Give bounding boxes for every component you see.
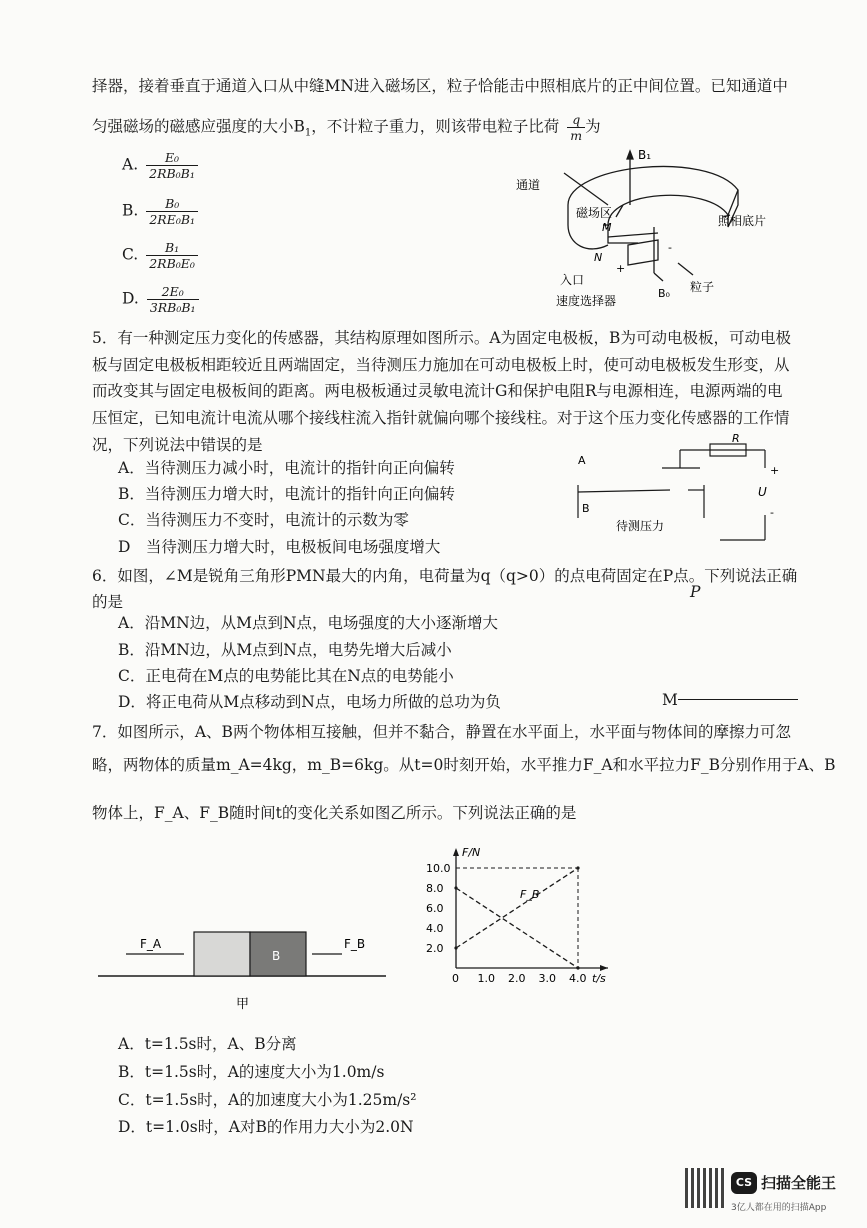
fig-blocks — [96, 920, 386, 1015]
q4-option-a — [122, 150, 198, 181]
scanner-watermark — [685, 1168, 845, 1220]
series-line-0 — [456, 888, 578, 968]
fig5-u: U — [758, 485, 767, 499]
q6-option-c: C．正电荷在M点的电势能比其在N点的电势能小 — [118, 667, 454, 685]
q6-m-label: M — [662, 691, 678, 709]
x-axis-arrow — [600, 965, 608, 971]
fig4-field-zone: 磁场区 — [576, 206, 613, 220]
block-b-label: B — [272, 949, 281, 963]
series-point — [576, 966, 579, 969]
x-tick-label: 2.0 — [508, 972, 526, 985]
q4-option-d — [122, 284, 199, 315]
app-name: 扫描全能王 — [761, 1174, 837, 1192]
fig4-entrance: 入口 — [560, 273, 585, 287]
x-tick-label: 0 — [452, 972, 459, 985]
series-point — [576, 866, 579, 869]
q4-option-label: C. — [122, 245, 139, 264]
fig-pressure-sensor — [570, 430, 790, 555]
q5-line-1: 5．有一种测定压力变化的传感器，其结构原理如图所示。A为固定电极板，B为可动电极板，可动电极 — [92, 329, 791, 347]
fig5-r: R — [732, 432, 740, 445]
fig4-n: N — [594, 251, 603, 264]
fig4-channel: 通道 — [516, 178, 541, 192]
q5-line-5: 况，下列说法中错误的是 — [92, 436, 263, 454]
fig-force-time-chart — [420, 840, 630, 988]
y-axis-label: F/N — [462, 846, 481, 859]
fig5-pressure: 待测压力 — [616, 519, 665, 533]
y-axis-arrow — [453, 848, 459, 856]
q6-mn-segment — [678, 699, 798, 700]
fig4-m: M — [602, 221, 612, 234]
intro-line-1: 择器，接着垂直于通道入口从中缝MN进入磁场区，粒子恰能击中照相底片的正中间位置。已知通道中 — [92, 77, 788, 95]
series-point — [454, 886, 457, 889]
q5-option-d: D 当待测压力增大时，电极板间电场强度增大 — [118, 538, 441, 556]
y-tick-label: 6.0 — [426, 902, 444, 915]
series-point — [454, 946, 457, 949]
y-tick-label: 2.0 — [426, 942, 444, 955]
q4-option-label: D. — [122, 289, 139, 308]
q5-option-b: B．当待测压力增大时，电流计的指针向正向偏转 — [118, 485, 455, 503]
series-line-1 — [456, 868, 578, 948]
y-tick-label: 8.0 — [426, 882, 444, 895]
y-tick-label: 4.0 — [426, 922, 444, 935]
q5-option-c: C．当待测压力不变时，电流计的示数为零 — [118, 511, 409, 529]
q7-line-3: 物体上，F_A、F_B随时间t的变化关系如图乙所示。下列说法正确的是 — [92, 804, 577, 822]
fig4-particle: 粒子 — [690, 280, 715, 294]
fb-label: F_B — [344, 937, 366, 951]
fig4-plus: + — [616, 262, 626, 275]
y-tick-label: 10.0 — [426, 862, 451, 875]
q6-option-b: B．沿MN边，从M点到N点，电势先增大后减小 — [118, 641, 452, 659]
q7-option-b: B．t=1.5s时，A的速度大小为1.0m/s — [118, 1063, 385, 1081]
series-label-fb: F_B — [520, 888, 540, 901]
q5-line-3: 而改变其与固定电极板间的距离。两电极板通过灵敏电流计G和保护电阻R与电源相连，电源两端的电 — [92, 382, 783, 400]
q4-option-label: A. — [122, 155, 139, 174]
block-a — [194, 932, 250, 976]
fig-blocks-caption: 甲 — [236, 997, 250, 1012]
q5-line-4: 压恒定，已知电流计电流从哪个接线柱流入指针就偏向哪个接线柱。对于这个压力变化传感器的工作情 — [92, 409, 790, 427]
fig4-film: 照相底片 — [718, 214, 767, 228]
q7-option-d: D．t=1.0s时，A对B的作用力大小为2.0N — [118, 1118, 414, 1136]
fig5-a: A — [578, 454, 586, 467]
fig-mass-spectrometer — [508, 145, 798, 315]
qr-code-icon — [685, 1168, 725, 1208]
q5-option-a: A．当待测压力减小时，电流计的指针向正向偏转 — [118, 459, 455, 477]
fa-label: F_A — [140, 937, 162, 951]
x-tick-label: 4.0 — [569, 972, 587, 985]
q4-option-b — [122, 196, 198, 227]
q7-line-2: 略，两物体的质量m_A=4kg，m_B=6kg。从t=0时刻开始，水平推力F_A和水平拉力F_B分别作用于A、B — [92, 756, 836, 774]
x-axis-label: t/s — [592, 972, 606, 985]
x-tick-label: 3.0 — [538, 972, 556, 985]
q7-line-1: 7．如图所示，A、B两个物体相互接触，但并不黏合，静置在水平面上，水平面与物体间的摩擦力可忽 — [92, 723, 791, 741]
q4-option-fraction: $\frac{\text{B₀}}{\text{2RE₀B₁}}$ — [146, 196, 198, 227]
q4-option-fraction: $\frac{\text{E₀}}{\text{2RB₀B₁}}$ — [146, 150, 198, 181]
fig5-b: B — [582, 502, 590, 515]
app-logo: CS — [731, 1172, 757, 1194]
intro-line-2: 匀强磁场的磁感应强度的大小$B_1$，不计粒子重力，则该带电粒子比荷 $\frac{q}{m}$ 为 — [92, 112, 601, 143]
q6-option-d: D．将正电荷从M点移动到N点，电场力所做的总功为负 — [118, 693, 501, 711]
fig4-minus: - — [668, 241, 672, 254]
q4-option-fraction: $\frac{\text{2E₀}}{\text{3RB₀B₁}}$ — [147, 284, 199, 315]
q6-option-a: A．沿MN边，从M点到N点，电场强度的大小逐渐增大 — [118, 614, 499, 632]
fig4-b1: B₁ — [638, 148, 652, 162]
q6-line-1: 6．如图，∠M是锐角三角形PMN最大的内角，电荷量为q（q>0）的点电荷固定在P点。下列说法正确 — [92, 567, 798, 585]
q7-option-a: A．t=1.5s时，A、B分离 — [118, 1035, 297, 1053]
x-tick-label: 1.0 — [477, 972, 495, 985]
q4-option-c — [122, 240, 198, 271]
fig5-minus: - — [770, 506, 774, 519]
q4-option-fraction: $\frac{\text{B₁}}{\text{2RB₀E₀}}$ — [146, 240, 198, 271]
q6-p-label: P — [690, 583, 701, 601]
q6-line-2: 的是 — [92, 593, 124, 611]
fig4-b0: B₀ — [658, 287, 670, 300]
q7-option-c: C．t=1.5s时，A的加速度大小为1.25m/s² — [118, 1091, 417, 1109]
q5-line-2: 板与固定电极板相距较近且两端固定，当待测压力施加在可动电极板上时，使可动电极板发生形变，从 — [92, 356, 790, 374]
fig4-selector: 速度选择器 — [556, 294, 617, 308]
fig5-plus: + — [770, 464, 780, 477]
app-tagline: 3亿人都在用的扫描App — [731, 1203, 827, 1213]
q4-option-label: B. — [122, 201, 139, 220]
